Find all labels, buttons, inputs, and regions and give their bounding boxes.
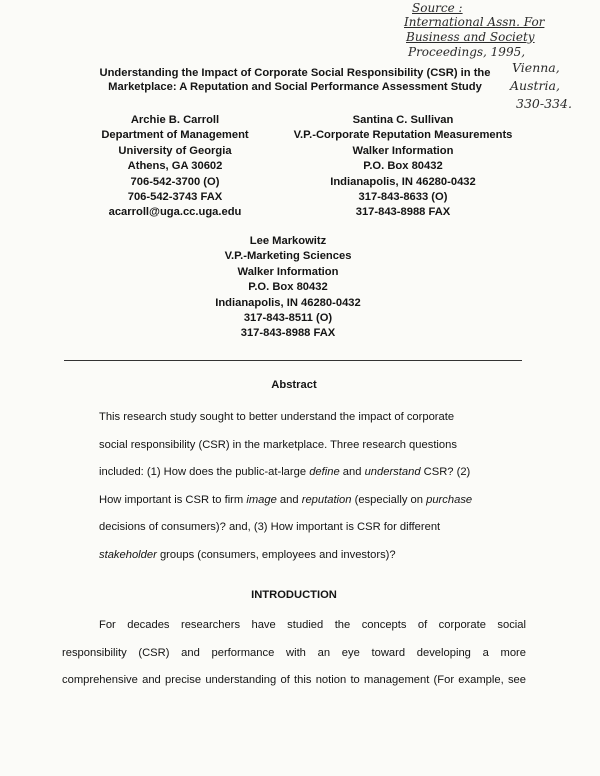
- title-line-2: Marketplace: A Reputation and Social Performance Assessment Study: [108, 81, 482, 93]
- abstract-line: This research study sought to better understand the impact of corporate: [99, 411, 455, 423]
- abstract-line: [99, 487, 491, 515]
- text-run: (especially on: [351, 493, 427, 506]
- emphasis-reputation: reputation: [301, 493, 352, 506]
- title-line-1: Understanding the Impact of Corporate Social Responsibility (CSR) in the: [99, 67, 491, 79]
- emphasis-understand: understand: [364, 466, 421, 479]
- emphasis-purchase: purchase: [426, 493, 473, 506]
- abstract-line: decisions of consumers)? and, (3) How important is CSR for different: [99, 521, 441, 534]
- author-name: Archie B. Carroll: [130, 114, 220, 126]
- handwritten-line: Business and Society: [406, 30, 535, 44]
- paper-title: [60, 66, 530, 94]
- author-email: acarroll@uga.cc.uga.edu: [108, 206, 242, 219]
- emphasis-image: image: [246, 493, 277, 506]
- text-run: groups (consumers, employees and investors)?: [156, 548, 396, 561]
- author-block-carroll: [80, 113, 270, 221]
- abstract-line: [99, 542, 491, 570]
- text-run: How important is CSR to firm: [99, 493, 247, 506]
- author-address: Indianapolis, IN 46280-0432: [215, 296, 361, 309]
- author-fax: 706-542-3743 FAX: [127, 191, 223, 204]
- introduction-line: For decades researchers have studied the concepts of corporate social: [99, 619, 526, 631]
- author-po-box: P.O. Box 80432: [248, 281, 328, 294]
- author-fax: 317-843-8988 FAX: [355, 206, 451, 219]
- handwritten-line: Proceedings, 1995,: [408, 45, 526, 59]
- handwritten-line: Vienna,: [512, 60, 560, 75]
- handwritten-line: Source :: [412, 1, 463, 15]
- author-name: Lee Markowitz: [249, 235, 327, 247]
- abstract-body: [99, 404, 491, 570]
- author-fax: 317-843-8988 FAX: [240, 327, 336, 340]
- handwritten-line: International Assn. For: [404, 15, 545, 29]
- author-po-box: P.O. Box 80432: [363, 160, 443, 173]
- introduction-line: comprehensive and precise understanding of this notion to management (For example, see: [62, 674, 526, 687]
- text-run: CSR? (2): [420, 466, 471, 479]
- text-run: and: [276, 493, 302, 506]
- abstract-line: [99, 459, 491, 487]
- handwritten-line: 330-334.: [516, 96, 572, 111]
- handwritten-line: Austria,: [510, 78, 560, 93]
- introduction-line: responsibility (CSR) and performance with an eye toward developing a more: [62, 646, 526, 659]
- author-address: Athens, GA 30602: [127, 160, 223, 173]
- introduction-body: [62, 612, 526, 695]
- abstract-heading: Abstract: [271, 379, 317, 391]
- author-phone: 706-542-3700 (O): [130, 175, 220, 188]
- text-run: included: (1) How does the public-at-large: [99, 466, 310, 479]
- emphasis-stakeholder: stakeholder: [99, 548, 157, 561]
- author-address: Indianapolis, IN 46280-0432: [330, 175, 476, 188]
- author-institution: Walker Information: [237, 265, 339, 278]
- author-institution: Walker Information: [352, 144, 454, 157]
- text-run: and: [339, 466, 365, 479]
- author-phone: 317-843-8511 (O): [243, 312, 333, 325]
- author-position: V.P.-Marketing Sciences: [224, 250, 352, 263]
- author-name: Santina C. Sullivan: [352, 114, 454, 126]
- author-institution: University of Georgia: [118, 144, 232, 157]
- author-department: Department of Management: [101, 129, 249, 142]
- emphasis-define: define: [309, 466, 340, 479]
- author-block-markowitz: [188, 234, 388, 342]
- author-position: V.P.-Corporate Reputation Measurements: [293, 129, 513, 142]
- abstract-line: social responsibility (CSR) in the marketplace. Three research questions: [99, 438, 457, 451]
- horizontal-divider: [64, 360, 522, 361]
- author-phone: 317-843-8633 (O): [358, 191, 448, 204]
- author-block-sullivan: [278, 113, 528, 221]
- introduction-heading: INTRODUCTION: [251, 589, 337, 601]
